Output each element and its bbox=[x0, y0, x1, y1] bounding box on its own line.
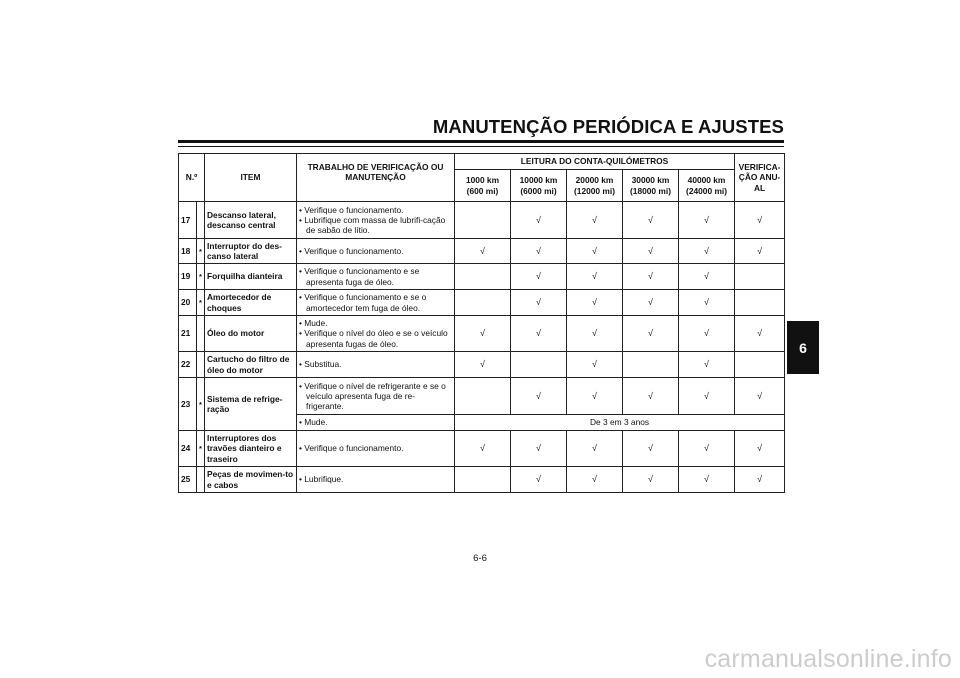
check-cell: √ bbox=[735, 378, 785, 415]
check-cell: √ bbox=[623, 239, 679, 264]
check-cell: √ bbox=[735, 316, 785, 352]
row-number: 24 bbox=[179, 431, 197, 467]
check-cell: √ bbox=[511, 202, 567, 239]
row-item: Interruptor do des-canso lateral bbox=[205, 239, 297, 264]
check-cell: √ bbox=[623, 316, 679, 352]
row-mark bbox=[197, 316, 205, 352]
check-cell: √ bbox=[567, 378, 623, 415]
table-row bbox=[179, 316, 785, 352]
row-mark: * bbox=[197, 264, 205, 290]
check-cell: √ bbox=[567, 352, 623, 378]
check-cell: √ bbox=[679, 316, 735, 352]
header-annual: VERIFICA-ÇÃO ANU-AL bbox=[735, 154, 785, 202]
check-cell bbox=[455, 264, 511, 290]
check-cell bbox=[455, 467, 511, 493]
title-rule-thin bbox=[178, 146, 784, 147]
row-item: Amortecedor de choques bbox=[205, 290, 297, 316]
row-mark: * bbox=[197, 378, 205, 431]
check-cell: √ bbox=[735, 467, 785, 493]
check-cell: √ bbox=[735, 239, 785, 264]
row-item: Óleo do motor bbox=[205, 316, 297, 352]
row-mark: * bbox=[197, 290, 205, 316]
watermark: carmanualsonline.info bbox=[704, 645, 952, 673]
row-item: Peças de movimen-to e cabos bbox=[205, 467, 297, 493]
row-item: Interruptores dos travões dianteiro e traseiro bbox=[205, 431, 297, 467]
check-cell: √ bbox=[511, 290, 567, 316]
check-cell bbox=[455, 202, 511, 239]
check-cell: √ bbox=[455, 239, 511, 264]
row-number: 22 bbox=[179, 352, 197, 378]
row-work: • Verifique o funcionamento. • Lubrifique com massa de lubrifi-cação de sabão de lítio. bbox=[297, 202, 455, 239]
table-row bbox=[179, 239, 785, 264]
check-cell: √ bbox=[679, 290, 735, 316]
interval-header: 20000 km (12000 mi) bbox=[567, 170, 623, 202]
row-work: • Mude. • Verifique o nível do óleo e se o veículo apresenta fugas de óleo. bbox=[297, 316, 455, 352]
check-cell: √ bbox=[567, 202, 623, 239]
check-cell bbox=[735, 264, 785, 290]
table-row bbox=[179, 467, 785, 493]
row-number: 20 bbox=[179, 290, 197, 316]
maintenance-table bbox=[178, 153, 785, 493]
check-cell: √ bbox=[679, 352, 735, 378]
check-cell: √ bbox=[511, 431, 567, 467]
check-cell: √ bbox=[567, 239, 623, 264]
check-cell: √ bbox=[567, 316, 623, 352]
title-rule-thick bbox=[178, 140, 784, 143]
check-cell bbox=[511, 352, 567, 378]
check-cell: √ bbox=[623, 378, 679, 415]
check-cell: √ bbox=[623, 467, 679, 493]
check-cell: √ bbox=[455, 352, 511, 378]
check-cell: √ bbox=[623, 202, 679, 239]
row-work: • Substitua. bbox=[297, 352, 455, 378]
check-cell: √ bbox=[567, 264, 623, 290]
check-cell bbox=[735, 352, 785, 378]
table-row bbox=[179, 352, 785, 378]
check-cell: √ bbox=[455, 316, 511, 352]
row-mark bbox=[197, 202, 205, 239]
check-cell: √ bbox=[679, 431, 735, 467]
check-cell: √ bbox=[511, 316, 567, 352]
row-item: Descanso lateral, descanso central bbox=[205, 202, 297, 239]
row-work: • Mude. bbox=[297, 415, 455, 431]
check-cell: √ bbox=[623, 264, 679, 290]
check-cell: √ bbox=[679, 239, 735, 264]
header-item: ITEM bbox=[205, 154, 297, 202]
row-item: Forquilha dianteira bbox=[205, 264, 297, 290]
row-mark: * bbox=[197, 431, 205, 467]
table-row bbox=[179, 202, 785, 239]
row-work: • Lubrifique. bbox=[297, 467, 455, 493]
check-cell: √ bbox=[511, 264, 567, 290]
page-number: 6-6 bbox=[473, 553, 487, 564]
check-cell: √ bbox=[735, 431, 785, 467]
row-number: 18 bbox=[179, 239, 197, 264]
page-title: MANUTENÇÃO PERIÓDICA E AJUSTES bbox=[432, 116, 784, 137]
interval-header: 40000 km (24000 mi) bbox=[679, 170, 735, 202]
row-number: 19 bbox=[179, 264, 197, 290]
check-cell bbox=[623, 352, 679, 378]
interval-header: 10000 km (6000 mi) bbox=[511, 170, 567, 202]
check-cell: √ bbox=[735, 202, 785, 239]
table-row bbox=[179, 264, 785, 290]
chapter-tab: 6 bbox=[787, 321, 819, 374]
table-row bbox=[179, 378, 785, 415]
row-mark: * bbox=[197, 239, 205, 264]
check-cell: √ bbox=[455, 431, 511, 467]
check-cell: √ bbox=[679, 264, 735, 290]
check-cell: √ bbox=[679, 378, 735, 415]
header-odometer: LEITURA DO CONTA-QUILÓMETROS bbox=[455, 154, 735, 170]
row-work: • Verifique o funcionamento e se o amortecedor tem fuga de óleo. bbox=[297, 290, 455, 316]
check-cell: √ bbox=[567, 290, 623, 316]
interval-header: 30000 km (18000 mi) bbox=[623, 170, 679, 202]
check-cell bbox=[735, 290, 785, 316]
row-item: Sistema de refrige-ração bbox=[205, 378, 297, 431]
check-cell: √ bbox=[679, 467, 735, 493]
check-cell bbox=[455, 290, 511, 316]
check-cell: √ bbox=[567, 431, 623, 467]
check-cell bbox=[455, 378, 511, 415]
table-row bbox=[179, 290, 785, 316]
header-no: N.º bbox=[179, 154, 205, 202]
row-work: • Verifique o nível de refrigerante e se o veículo apresenta fuga de re-frigerante. bbox=[297, 378, 455, 415]
row-number: 25 bbox=[179, 467, 197, 493]
row-mark bbox=[197, 352, 205, 378]
interval-header: 1000 km (600 mi) bbox=[455, 170, 511, 202]
table-header-row bbox=[179, 154, 785, 170]
row-number: 17 bbox=[179, 202, 197, 239]
check-cell: √ bbox=[511, 467, 567, 493]
check-cell: √ bbox=[623, 431, 679, 467]
check-cell: √ bbox=[623, 290, 679, 316]
row-work: • Verifique o funcionamento e se apresenta fuga de óleo. bbox=[297, 264, 455, 290]
row-number: 21 bbox=[179, 316, 197, 352]
row-work: • Verifique o funcionamento. bbox=[297, 239, 455, 264]
check-cell: √ bbox=[567, 467, 623, 493]
interval-note: De 3 em 3 anos bbox=[455, 415, 785, 431]
header-work: TRABALHO DE VERIFICAÇÃO OU MANUTENÇÃO bbox=[297, 154, 455, 202]
row-number: 23 bbox=[179, 378, 197, 431]
check-cell: √ bbox=[679, 202, 735, 239]
check-cell: √ bbox=[511, 239, 567, 264]
row-mark bbox=[197, 467, 205, 493]
row-work: • Verifique o funcionamento. bbox=[297, 431, 455, 467]
row-item: Cartucho do filtro de óleo do motor bbox=[205, 352, 297, 378]
table-row bbox=[179, 431, 785, 467]
check-cell: √ bbox=[511, 378, 567, 415]
